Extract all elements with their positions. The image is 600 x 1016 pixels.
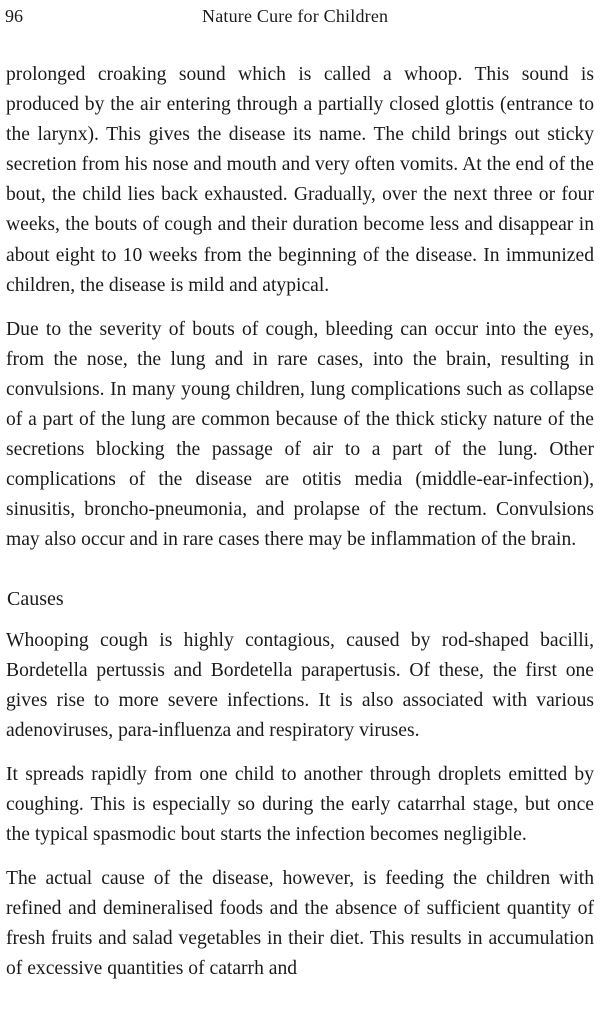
- running-title: Nature Cure for Children: [202, 6, 389, 26]
- section-heading-causes: Causes: [7, 587, 64, 610]
- paragraph-causes-spread: It spreads rapidly from one child to another through droplets emitted by coughing. This is especially so during the early catarrhal stage, but once the typical spasmodic bout starts the infection becomes negligible.: [6, 763, 594, 846]
- page-body: [6, 60, 594, 999]
- paragraph-causes-contagious: Whooping cough is highly contagious, caused by rod-shaped bacilli, Bordetella pertussis and Bordetella parapertusis. Of these, the first one gives rise to more severe infections. It is also associated with various adenoviruses, para-influenza and respiratory viruses.: [6, 629, 594, 741]
- paragraph-complications: Due to the severity of bouts of cough, bleeding can occur into the eyes, from the nose, the lung and in rare cases, into the brain, resulting in convulsions. In many young children, lung complications such as collapse of a part of the lung are common because of the thick sticky nature of the secretions blocking the passage of air to a part of the lung. Other complications of the disease are otitis media (middle-ear-infection), sinusitis, broncho-pneumonia, and prolapse of the rectum. Convulsions may also occur and in rare cases there may be inflammation of the brain.: [6, 318, 594, 551]
- page-number: 96: [5, 6, 23, 26]
- paragraph-causes-diet: The actual cause of the disease, however, is feeding the children with refined and demineralised foods and the absence of sufficient quantity of fresh fruits and salad vegetables in their diet. This results in accumulation of excessive quantities of catarrh and: [6, 868, 594, 980]
- paragraph-whoop-description: prolonged croaking sound which is called a whoop. This sound is produced by the air entering through a partially closed glottis (entrance to the larynx). This gives the disease its name. The child brings out sticky secretion from his nose and mouth and very often vomits. At the end of the bout, the child lies back exhausted. Gradually, over the next three or four weeks, the bouts of cough and their duration become less and disappear in about eight to 10 weeks from the beginning of the disease. In immunized children, the disease is mild and atypical.: [6, 64, 594, 296]
- page-header: [0, 3, 600, 29]
